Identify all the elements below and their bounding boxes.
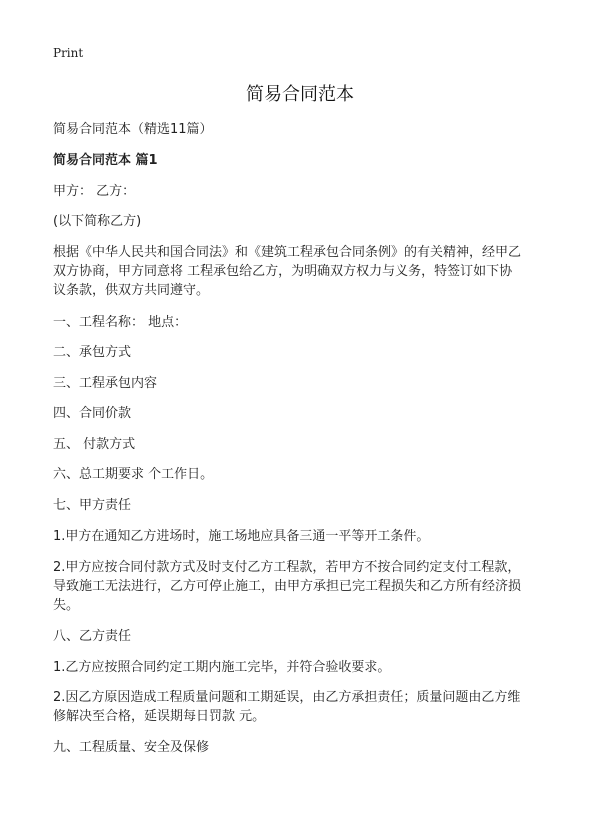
clause-party-b-duties: 八、乙方责任: [53, 629, 132, 644]
clause-total-duration: 六、总工期要求 个工作日。: [53, 467, 214, 482]
clause-payment-method: 五、 付款方式: [53, 437, 136, 452]
clause-contract-content: 三、工程承包内容: [53, 376, 158, 391]
clause-party-a-duties: 七、甲方责任: [53, 498, 132, 513]
document-title: 简易合同范本: [246, 84, 354, 105]
clause-contract-method: 二、承包方式: [53, 345, 132, 360]
document-subtitle: 简易合同范本（精选11篇）: [53, 122, 213, 137]
print-link[interactable]: Print: [53, 46, 84, 60]
parties-line: 甲方： 乙方：: [53, 184, 136, 199]
party-b-duty-2: 2.因乙方原因造成工程质量问题和工期延误，由乙方承担责任；质量问题由乙方维 修解决至合格，延误期每日罚款 元。: [53, 690, 521, 724]
clause-contract-price: 四、合同价款: [53, 406, 132, 421]
party-a-duty-1: 1.甲方在通知乙方进场时，施工场地应具备三通一平等开工条件。: [53, 529, 430, 544]
clause-quality-safety: 九、工程质量、安全及保修: [53, 740, 210, 755]
party-a-duty-2: 2.甲方应按合同付款方式及时支付乙方工程款，若甲方不按合同约定支付工程款， 导致施工无法进行，乙方可停止施工，由甲方承担已完工程损失和乙方所有经济损 失。: [53, 560, 522, 613]
preamble-paragraph: 根据《中华人民共和国合同法》和《建筑工程承包合同条例》的有关精神，经甲乙 双方协商，甲方同意将 工程承包给乙方，为明确双方权力与义务，特签订如下协 议条款，供双方共同遵守。: [53, 245, 522, 298]
party-b-duty-1: 1.乙方应按照合同约定工期内施工完毕，并符合验收要求。: [53, 660, 391, 675]
clause-project-name: 一、工程名称： 地点：: [53, 315, 188, 330]
section-heading: 简易合同范本 篇1: [53, 153, 158, 168]
party-b-note: (以下简称乙方): [53, 214, 142, 229]
